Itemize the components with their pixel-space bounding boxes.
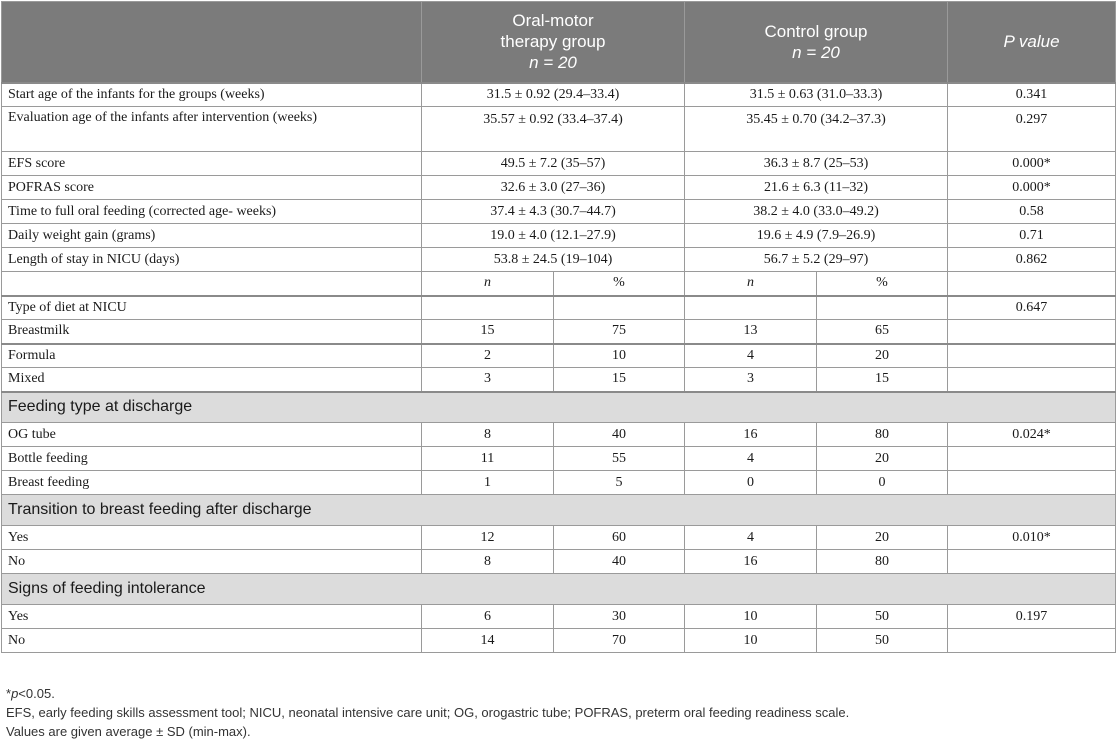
table-row xyxy=(2,152,1116,176)
p-value: 0.024* xyxy=(948,423,1116,447)
control-pct: 20 xyxy=(817,344,948,368)
section-header xyxy=(2,392,1116,423)
footnote-significance xyxy=(6,684,849,703)
subheader-p-empty xyxy=(948,272,1116,296)
row-label: Formula xyxy=(2,344,422,368)
table-row xyxy=(2,629,1116,653)
control-value: 56.7 ± 5.2 (29–97) xyxy=(685,248,948,272)
control-value: 31.5 ± 0.63 (31.0–33.3) xyxy=(685,83,948,107)
p-value: 0.862 xyxy=(948,248,1116,272)
table-row xyxy=(2,550,1116,574)
p-value: 0.341 xyxy=(948,83,1116,107)
control-n: 13 xyxy=(685,320,817,344)
control-n: 16 xyxy=(685,550,817,574)
oral-motor-n: 6 xyxy=(422,605,554,629)
row-label: Type of diet at NICU xyxy=(2,296,422,320)
row-label: POFRAS score xyxy=(2,176,422,200)
footnote-asterisk: * xyxy=(6,686,12,701)
empty-cell xyxy=(685,296,817,320)
oral-motor-pct: 55 xyxy=(554,447,685,471)
oral-motor-pct: 5 xyxy=(554,471,685,495)
p-value: 0.58 xyxy=(948,200,1116,224)
table-row xyxy=(2,471,1116,495)
p-value: 0.647 xyxy=(948,296,1116,320)
row-label: No xyxy=(2,629,422,653)
control-n: 10 xyxy=(685,629,817,653)
table-row xyxy=(2,320,1116,344)
oral-motor-value: 53.8 ± 24.5 (19–104) xyxy=(422,248,685,272)
empty-cell xyxy=(817,296,948,320)
control-n: 10 xyxy=(685,605,817,629)
table-row xyxy=(2,200,1116,224)
p-value xyxy=(948,368,1116,392)
footnote-p: p xyxy=(11,686,19,701)
oral-motor-n: 1 xyxy=(422,471,554,495)
header-control-group xyxy=(685,2,948,83)
header-p-value: P value xyxy=(948,2,1116,83)
subheader-pct-control: % xyxy=(817,272,948,296)
p-value: 0.000* xyxy=(948,152,1116,176)
row-label: EFS score xyxy=(2,152,422,176)
p-value xyxy=(948,550,1116,574)
table-row xyxy=(2,368,1116,392)
oral-motor-n: 11 xyxy=(422,447,554,471)
p-value: 0.297 xyxy=(948,107,1116,152)
oral-motor-value: 35.57 ± 0.92 (33.4–37.4) xyxy=(422,107,685,152)
section-title: Transition to breast feeding after discharge xyxy=(2,495,1116,526)
control-n: 4 xyxy=(685,344,817,368)
oral-motor-value: 31.5 ± 0.92 (29.4–33.4) xyxy=(422,83,685,107)
table-row xyxy=(2,83,1116,107)
oral-motor-n: 3 xyxy=(422,368,554,392)
control-pct: 50 xyxy=(817,605,948,629)
row-label: Start age of the infants for the groups (weeks) xyxy=(2,83,422,107)
table-row xyxy=(2,107,1116,152)
table-row xyxy=(2,344,1116,368)
control-n: 16 xyxy=(685,423,817,447)
control-pct: 80 xyxy=(817,550,948,574)
footnote-values: Values are given average ± SD (min-max). xyxy=(6,724,251,739)
control-pct: 50 xyxy=(817,629,948,653)
section-title: Signs of feeding intolerance xyxy=(2,574,1116,605)
control-value: 21.6 ± 6.3 (11–32) xyxy=(685,176,948,200)
table-row xyxy=(2,248,1116,272)
subheader-n-oral-motor: n xyxy=(422,272,554,296)
oral-motor-n: 8 xyxy=(422,550,554,574)
control-value: 36.3 ± 8.7 (25–53) xyxy=(685,152,948,176)
footnote-abbreviations: EFS, early feeding skills assessment tool; NICU, neonatal intensive care unit; OG, orogastric tube; POFRAS, preterm oral feeding readiness scale. xyxy=(6,705,850,720)
oral-motor-value: 49.5 ± 7.2 (35–57) xyxy=(422,152,685,176)
control-pct: 20 xyxy=(817,447,948,471)
oral-motor-value: 32.6 ± 3.0 (27–36) xyxy=(422,176,685,200)
control-value: 19.6 ± 4.9 (7.9–26.9) xyxy=(685,224,948,248)
table-row xyxy=(2,605,1116,629)
header-oral-motor-line2: therapy group xyxy=(500,32,606,52)
row-label: Evaluation age of the infants after intervention (weeks) xyxy=(2,107,422,152)
header-oral-motor-group xyxy=(422,2,685,83)
oral-motor-pct: 75 xyxy=(554,320,685,344)
subheader-empty xyxy=(2,272,422,296)
section-header xyxy=(2,574,1116,605)
row-label: No xyxy=(2,550,422,574)
results-table xyxy=(1,1,1116,653)
row-label: Bottle feeding xyxy=(2,447,422,471)
p-value xyxy=(948,629,1116,653)
oral-motor-pct: 40 xyxy=(554,550,685,574)
oral-motor-n: 8 xyxy=(422,423,554,447)
table-row xyxy=(2,224,1116,248)
row-label: Mixed xyxy=(2,368,422,392)
header-control-line1: Control group xyxy=(764,21,868,41)
oral-motor-value: 37.4 ± 4.3 (30.7–44.7) xyxy=(422,200,685,224)
oral-motor-n: 2 xyxy=(422,344,554,368)
control-n: 0 xyxy=(685,471,817,495)
row-label: Breast feeding xyxy=(2,471,422,495)
row-label: Daily weight gain (grams) xyxy=(2,224,422,248)
table-row xyxy=(2,447,1116,471)
empty-cell xyxy=(554,296,685,320)
table-row xyxy=(2,423,1116,447)
header-oral-motor-line1: Oral-motor xyxy=(512,11,594,31)
row-label: Time to full oral feeding (corrected age- weeks) xyxy=(2,200,422,224)
control-value: 35.45 ± 0.70 (34.2–37.3) xyxy=(685,107,948,152)
control-pct: 20 xyxy=(817,526,948,550)
control-n: 4 xyxy=(685,526,817,550)
header-oral-motor-n: n = 20 xyxy=(529,53,577,73)
diet-header-row xyxy=(2,296,1116,320)
row-label: Breastmilk xyxy=(2,320,422,344)
table-footnotes xyxy=(6,684,849,741)
header-control-n: n = 20 xyxy=(792,42,840,62)
control-pct: 15 xyxy=(817,368,948,392)
p-value xyxy=(948,471,1116,495)
oral-motor-value: 19.0 ± 4.0 (12.1–27.9) xyxy=(422,224,685,248)
p-value: 0.000* xyxy=(948,176,1116,200)
header-row xyxy=(2,2,1116,83)
oral-motor-pct: 15 xyxy=(554,368,685,392)
oral-motor-pct: 40 xyxy=(554,423,685,447)
oral-motor-pct: 10 xyxy=(554,344,685,368)
control-pct: 0 xyxy=(817,471,948,495)
section-title: Feeding type at discharge xyxy=(2,392,1116,423)
table-row xyxy=(2,526,1116,550)
row-label: Yes xyxy=(2,526,422,550)
empty-cell xyxy=(422,296,554,320)
control-pct: 80 xyxy=(817,423,948,447)
row-label: Yes xyxy=(2,605,422,629)
oral-motor-n: 15 xyxy=(422,320,554,344)
p-value xyxy=(948,447,1116,471)
oral-motor-n: 12 xyxy=(422,526,554,550)
subheader-n-control: n xyxy=(685,272,817,296)
row-label: OG tube xyxy=(2,423,422,447)
oral-motor-pct: 30 xyxy=(554,605,685,629)
control-n: 4 xyxy=(685,447,817,471)
p-value xyxy=(948,344,1116,368)
oral-motor-n: 14 xyxy=(422,629,554,653)
count-subheader-row xyxy=(2,272,1116,296)
footnote-threshold: <0.05. xyxy=(18,686,55,701)
section-header xyxy=(2,495,1116,526)
header-empty-cell xyxy=(2,2,422,83)
p-value: 0.197 xyxy=(948,605,1116,629)
control-value: 38.2 ± 4.0 (33.0–49.2) xyxy=(685,200,948,224)
control-pct: 65 xyxy=(817,320,948,344)
row-label: Length of stay in NICU (days) xyxy=(2,248,422,272)
p-value: 0.71 xyxy=(948,224,1116,248)
control-n: 3 xyxy=(685,368,817,392)
oral-motor-pct: 70 xyxy=(554,629,685,653)
p-value: 0.010* xyxy=(948,526,1116,550)
table-row xyxy=(2,176,1116,200)
oral-motor-pct: 60 xyxy=(554,526,685,550)
p-value xyxy=(948,320,1116,344)
subheader-pct-oral-motor: % xyxy=(554,272,685,296)
